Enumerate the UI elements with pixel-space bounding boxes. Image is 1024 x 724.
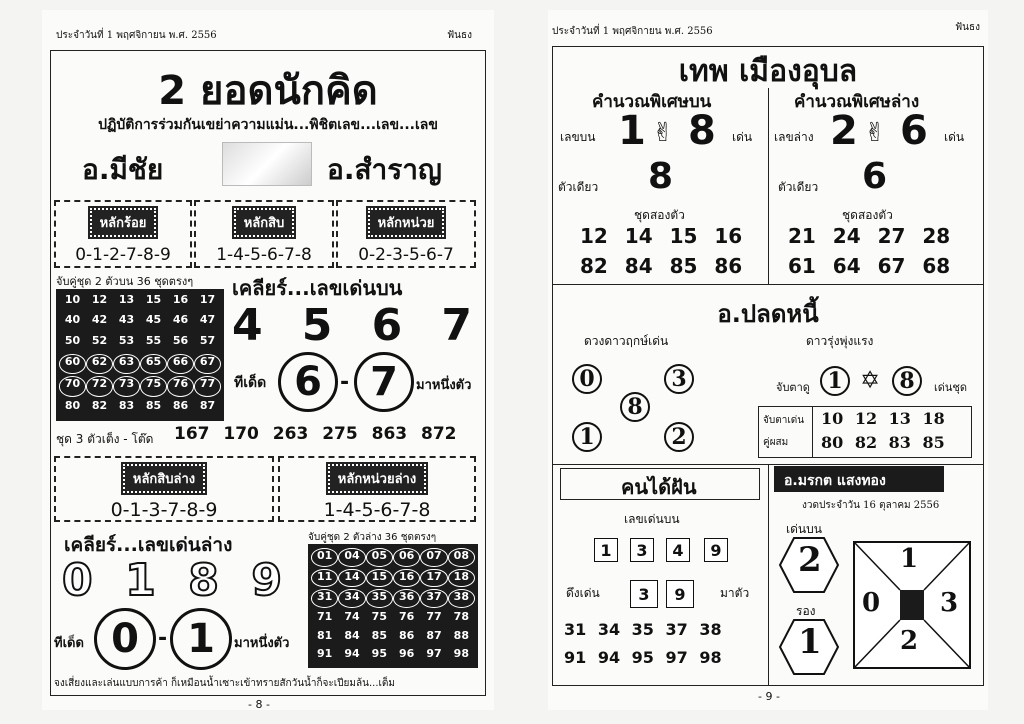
bottom-pairs-label: จับคู่ชุด 2 ตัวล่าง 36 ชุดตรงๆ <box>308 532 437 543</box>
pair-cell: 13 <box>118 293 135 306</box>
units-value: 0-2-3-5-6-7 <box>358 245 454 265</box>
pair-cell: 86 <box>172 398 189 412</box>
single-bottom: 6 <box>862 156 888 197</box>
bottom-b: 6 <box>900 108 928 154</box>
top-label: เลขบน <box>560 130 596 144</box>
pair-cell: 71 <box>317 609 333 623</box>
marakot-date: งวดประจำวัน 16 ตุลาคม 2556 <box>802 500 940 511</box>
clear-bottom-label: เคลียร์...เลขเด่นล่าง <box>64 534 233 556</box>
rising-label: ดาวรุ่งพุ่งแรง <box>806 334 874 348</box>
pair-cell: 06 <box>393 548 420 567</box>
top-pairs-label: จับคู่ชุด 2 ตัวบน 36 ชุดตรงๆ <box>56 275 194 288</box>
hundreds-label: หลักร้อย <box>90 208 157 237</box>
victory-hand-icon: ✌ <box>652 118 674 148</box>
pair-cell: 72 <box>86 376 113 396</box>
pair-cell: 97 <box>426 647 442 661</box>
star-ball: 1 <box>572 422 602 452</box>
pair-cell: 53 <box>118 333 135 347</box>
pair-cell: 70 <box>59 376 86 396</box>
big-digit: 4 <box>232 300 263 351</box>
pair-cell: 76 <box>399 609 415 623</box>
pair-cell: 91 <box>317 647 333 661</box>
left-subtitle: ปฏิบัติการร่วมกันเขย่าความแม่น...พิชิตเลข...เลข...เลข <box>98 117 438 133</box>
pair-cell: 36 <box>393 589 420 608</box>
pair-cell: 82 <box>91 398 108 412</box>
pair-cell: 55 <box>145 333 162 347</box>
bottom-pick-b: 1 <box>187 616 215 662</box>
pair-cell: 37 <box>420 589 447 608</box>
dream-digit: 3 <box>630 538 654 562</box>
pyramid-left: 0 <box>862 588 881 618</box>
pair-cell: 85 <box>371 628 387 642</box>
pair-cell: 65 <box>140 354 167 374</box>
dream-digit: 1 <box>594 538 618 562</box>
pair-cell: 77 <box>194 376 221 396</box>
hundreds-value: 0-1-2-7-8-9 <box>75 245 171 265</box>
bottom-tens-value: 0-1-3-7-8-9 <box>110 499 218 521</box>
pair-cell: 52 <box>91 333 108 347</box>
pair-cell: 57 <box>199 333 216 347</box>
pair-cell: 15 <box>145 293 162 306</box>
pyramid-top: 1 <box>900 544 919 574</box>
pair-cell: 94 <box>344 647 360 661</box>
pair-cell: 86 <box>399 628 415 642</box>
top-pick-a: 6 <box>294 359 322 405</box>
bottom-pick-suffix: มาหนึ่งตัว <box>234 636 290 651</box>
dream-digit: 4 <box>666 538 690 562</box>
pair-cell: 38 <box>448 589 475 608</box>
top-a: 1 <box>618 108 646 154</box>
tens-box <box>194 200 334 268</box>
pair-cell: 56 <box>172 333 189 347</box>
hundreds-box <box>54 200 192 268</box>
dream-pull-label: ดึงเด่น <box>566 586 600 600</box>
single-bottom-label: ตัวเดียว <box>778 180 819 194</box>
units-box <box>336 200 476 268</box>
star-ball: 2 <box>664 422 694 452</box>
pair-cell: 31 <box>311 589 338 608</box>
pair-cell: 76 <box>167 376 194 396</box>
bottom-units-value: 1-4-5-6-7-8 <box>323 499 431 521</box>
divider <box>768 464 769 686</box>
bottom-tens-label: หลักสิบล่าง <box>123 464 205 493</box>
three-values: 167 170 263 275 863 872 <box>174 424 457 444</box>
right-header-brand: ฟันธง <box>955 22 980 33</box>
bottom-tens-box <box>54 456 274 522</box>
right-page-number: - 9 - <box>758 690 780 703</box>
bottom-pairs-row2: 61 64 67 68 <box>788 254 951 278</box>
marakot-second-label: รอง <box>796 604 816 618</box>
watch-label: จับตาเด่น <box>763 415 805 426</box>
pair-cell: 14 <box>338 569 365 588</box>
bottom-suffix: เด่น <box>944 130 965 144</box>
bottom-pairs-row1: 21 24 27 28 <box>788 224 951 248</box>
pair-cell: 73 <box>113 376 140 396</box>
big-digit: 5 <box>301 300 333 351</box>
pair-cell: 47 <box>199 313 216 327</box>
pair-pick-label: จับตาดู <box>776 381 810 394</box>
top-suffix: เด่น <box>732 130 753 144</box>
bottom-units-box <box>278 456 476 522</box>
top-pick-b: 7 <box>370 359 398 405</box>
tens-label: หลักสิบ <box>234 208 295 237</box>
watch-values: 10 12 13 18 <box>821 409 945 428</box>
pair-cell: 34 <box>338 589 365 608</box>
bottom-pick-ball-b <box>170 608 232 670</box>
bottom-pair-label: ชุดสองตัว <box>842 208 893 222</box>
calc-bottom-label: คำนวณพิเศษล่าง <box>794 92 920 112</box>
bottom-a: 2 <box>830 108 858 154</box>
pair-cell: 60 <box>59 354 86 374</box>
bottom-pairs-grid <box>308 544 478 668</box>
clear-top-digits <box>232 300 472 351</box>
top-pick-label: ทีเด็ด <box>234 375 267 391</box>
marakot-title: อ.มรกต แสงทอง <box>774 466 944 492</box>
big-digit: 9 <box>251 555 282 606</box>
top-pairs-grid <box>56 289 224 421</box>
pair-cell: 16 <box>393 569 420 588</box>
dream-pull-a: 3 <box>630 580 658 608</box>
pair-cell: 87 <box>426 628 442 642</box>
left-header-brand: ฟันธง <box>447 30 472 41</box>
left-page <box>42 10 494 710</box>
pair-cell: 45 <box>145 313 162 327</box>
bottom-pick-ball-a <box>94 608 156 670</box>
pair-cell: 95 <box>371 647 387 661</box>
pair-cell: 07 <box>420 548 447 567</box>
dream-title: คนได้ฝัน <box>560 468 760 500</box>
watch-table <box>758 406 972 458</box>
pair-cell: 66 <box>167 354 194 374</box>
pair-cell: 50 <box>64 333 81 347</box>
top-b: 8 <box>688 108 716 154</box>
marakot-top-label: เด่นบน <box>786 522 822 536</box>
star-of-david-icon: ✡ <box>860 366 881 394</box>
star-ball: 3 <box>664 364 694 394</box>
bottom-pick-a: 0 <box>111 616 139 662</box>
top-pick-ball-b <box>354 352 414 412</box>
pair-pick-a: 1 <box>820 366 850 396</box>
pair-cell: 83 <box>118 398 135 412</box>
bottom-label: เลขล่าง <box>774 130 814 144</box>
marakot-top: 2 <box>798 540 822 580</box>
pair-cell: 80 <box>64 398 81 412</box>
dream-row2: 91 94 95 97 98 <box>564 648 722 667</box>
pair-cell: 98 <box>453 647 469 661</box>
pair-cell: 63 <box>113 354 140 374</box>
dream-pull-b: 9 <box>666 580 694 608</box>
left-page-number: - 8 - <box>248 698 270 711</box>
pair-pick-b: 8 <box>892 366 922 396</box>
handshake-icon <box>222 142 312 186</box>
pair-cell: 16 <box>172 293 189 306</box>
pair-cell: 88 <box>453 628 469 642</box>
pair-cell: 75 <box>371 609 387 623</box>
single-top-label: ตัวเดียว <box>558 180 599 194</box>
pair-cell: 18 <box>448 569 475 588</box>
star-label: ดวงดาวฤกษ์เด่น <box>584 334 669 348</box>
bottom-pick-label: ทีเด็ด <box>54 636 84 651</box>
big-digit: 7 <box>441 300 472 351</box>
top-pick-ball-a <box>278 352 338 412</box>
victory-hand-icon: ✌ <box>864 118 886 148</box>
left-title: 2 ยอดนักคิด <box>158 68 378 114</box>
calc-top-label: คำนวณพิเศษบน <box>592 92 712 112</box>
pair-cell: 78 <box>453 609 469 623</box>
pair-cell: 08 <box>448 548 475 567</box>
pair-cell: 67 <box>194 354 221 374</box>
pair-cell: 84 <box>344 628 360 642</box>
big-digit: 8 <box>188 555 219 606</box>
divider <box>768 88 769 284</box>
pair-cell: 10 <box>64 293 81 306</box>
tens-value: 1-4-5-6-7-8 <box>216 245 312 265</box>
right-page <box>548 10 988 710</box>
dash: - <box>158 626 168 651</box>
pair-cell: 87 <box>199 398 216 412</box>
match-values: 80 82 83 85 <box>821 433 945 452</box>
pair-cell: 15 <box>366 569 393 588</box>
pair-cell: 96 <box>399 647 415 661</box>
pair-cell: 46 <box>172 313 189 327</box>
clear-top-label: เคลียร์...เลขเด่นบน <box>232 276 403 300</box>
star-ball: 8 <box>620 392 650 422</box>
pair-cell: 35 <box>366 589 393 608</box>
pair-cell: 43 <box>118 313 135 327</box>
pair-cell: 74 <box>344 609 360 623</box>
match-label: คู่ผสม <box>763 437 789 448</box>
pair-cell: 81 <box>317 628 333 642</box>
top-pairs-row1: 12 14 15 16 <box>580 224 743 248</box>
pair-cell: 42 <box>91 313 108 327</box>
pair-cell: 77 <box>426 609 442 623</box>
top-pick-suffix: มาหนึ่งตัว <box>416 378 472 393</box>
pair-pick-suffix: เด่นชุด <box>934 381 968 394</box>
three-label: ชุด 3 ตัวเต็ง - โต๊ด <box>56 432 154 446</box>
author-right: อ.สำราญ <box>327 153 442 186</box>
pair-cell: 11 <box>311 569 338 588</box>
big-digit: 0 <box>62 555 93 606</box>
right-header-date: ประจำวันที่ 1 พฤศจิกายน พ.ศ. 2556 <box>552 26 713 37</box>
pair-cell: 85 <box>145 398 162 412</box>
clear-bottom-digits <box>62 555 282 606</box>
pair-cell: 40 <box>64 313 81 327</box>
dream-row1: 31 34 35 37 38 <box>564 620 722 639</box>
pair-cell: 62 <box>86 354 113 374</box>
marakot-second: 1 <box>798 622 822 662</box>
dream-pull-suffix: มาตัว <box>720 586 750 600</box>
mid-title: อ.ปลดหนี้ <box>717 300 819 328</box>
pair-cell: 01 <box>311 548 338 567</box>
left-header-date: ประจำวันที่ 1 พฤศจิกายน พ.ศ. 2556 <box>56 30 217 41</box>
footer-note: จงเสี่ยงและเล่นแบบการค้า ก็เหมือนน้ำเซาะเข้าทรายสักวันน้ำก็จะเปียมล้น...เต็ม <box>54 678 396 689</box>
dream-digit: 9 <box>704 538 728 562</box>
units-label: หลักหน่วย <box>368 208 445 237</box>
star-ball: 0 <box>572 364 602 394</box>
pyramid-right: 3 <box>940 588 959 618</box>
bottom-units-label: หลักหน่วยล่าง <box>328 464 426 493</box>
big-digit: 6 <box>371 300 403 351</box>
divider <box>552 284 984 285</box>
pair-cell: 17 <box>420 569 447 588</box>
pair-cell: 75 <box>140 376 167 396</box>
big-digit: 1 <box>125 555 156 606</box>
right-title: เทพ เมืองอุบล <box>678 54 858 89</box>
dream-top-label: เลขเด่นบน <box>624 512 680 526</box>
pair-cell: 04 <box>338 548 365 567</box>
top-pair-label: ชุดสองตัว <box>634 208 685 222</box>
top-pairs-row2: 82 84 85 86 <box>580 254 743 278</box>
author-left: อ.มีชัย <box>82 153 164 186</box>
single-top: 8 <box>648 156 674 197</box>
pair-cell: 17 <box>199 293 216 306</box>
dash: - <box>340 370 350 395</box>
pair-cell: 12 <box>91 293 108 306</box>
pyramid-bottom: 2 <box>900 626 919 656</box>
pair-cell: 05 <box>366 548 393 567</box>
